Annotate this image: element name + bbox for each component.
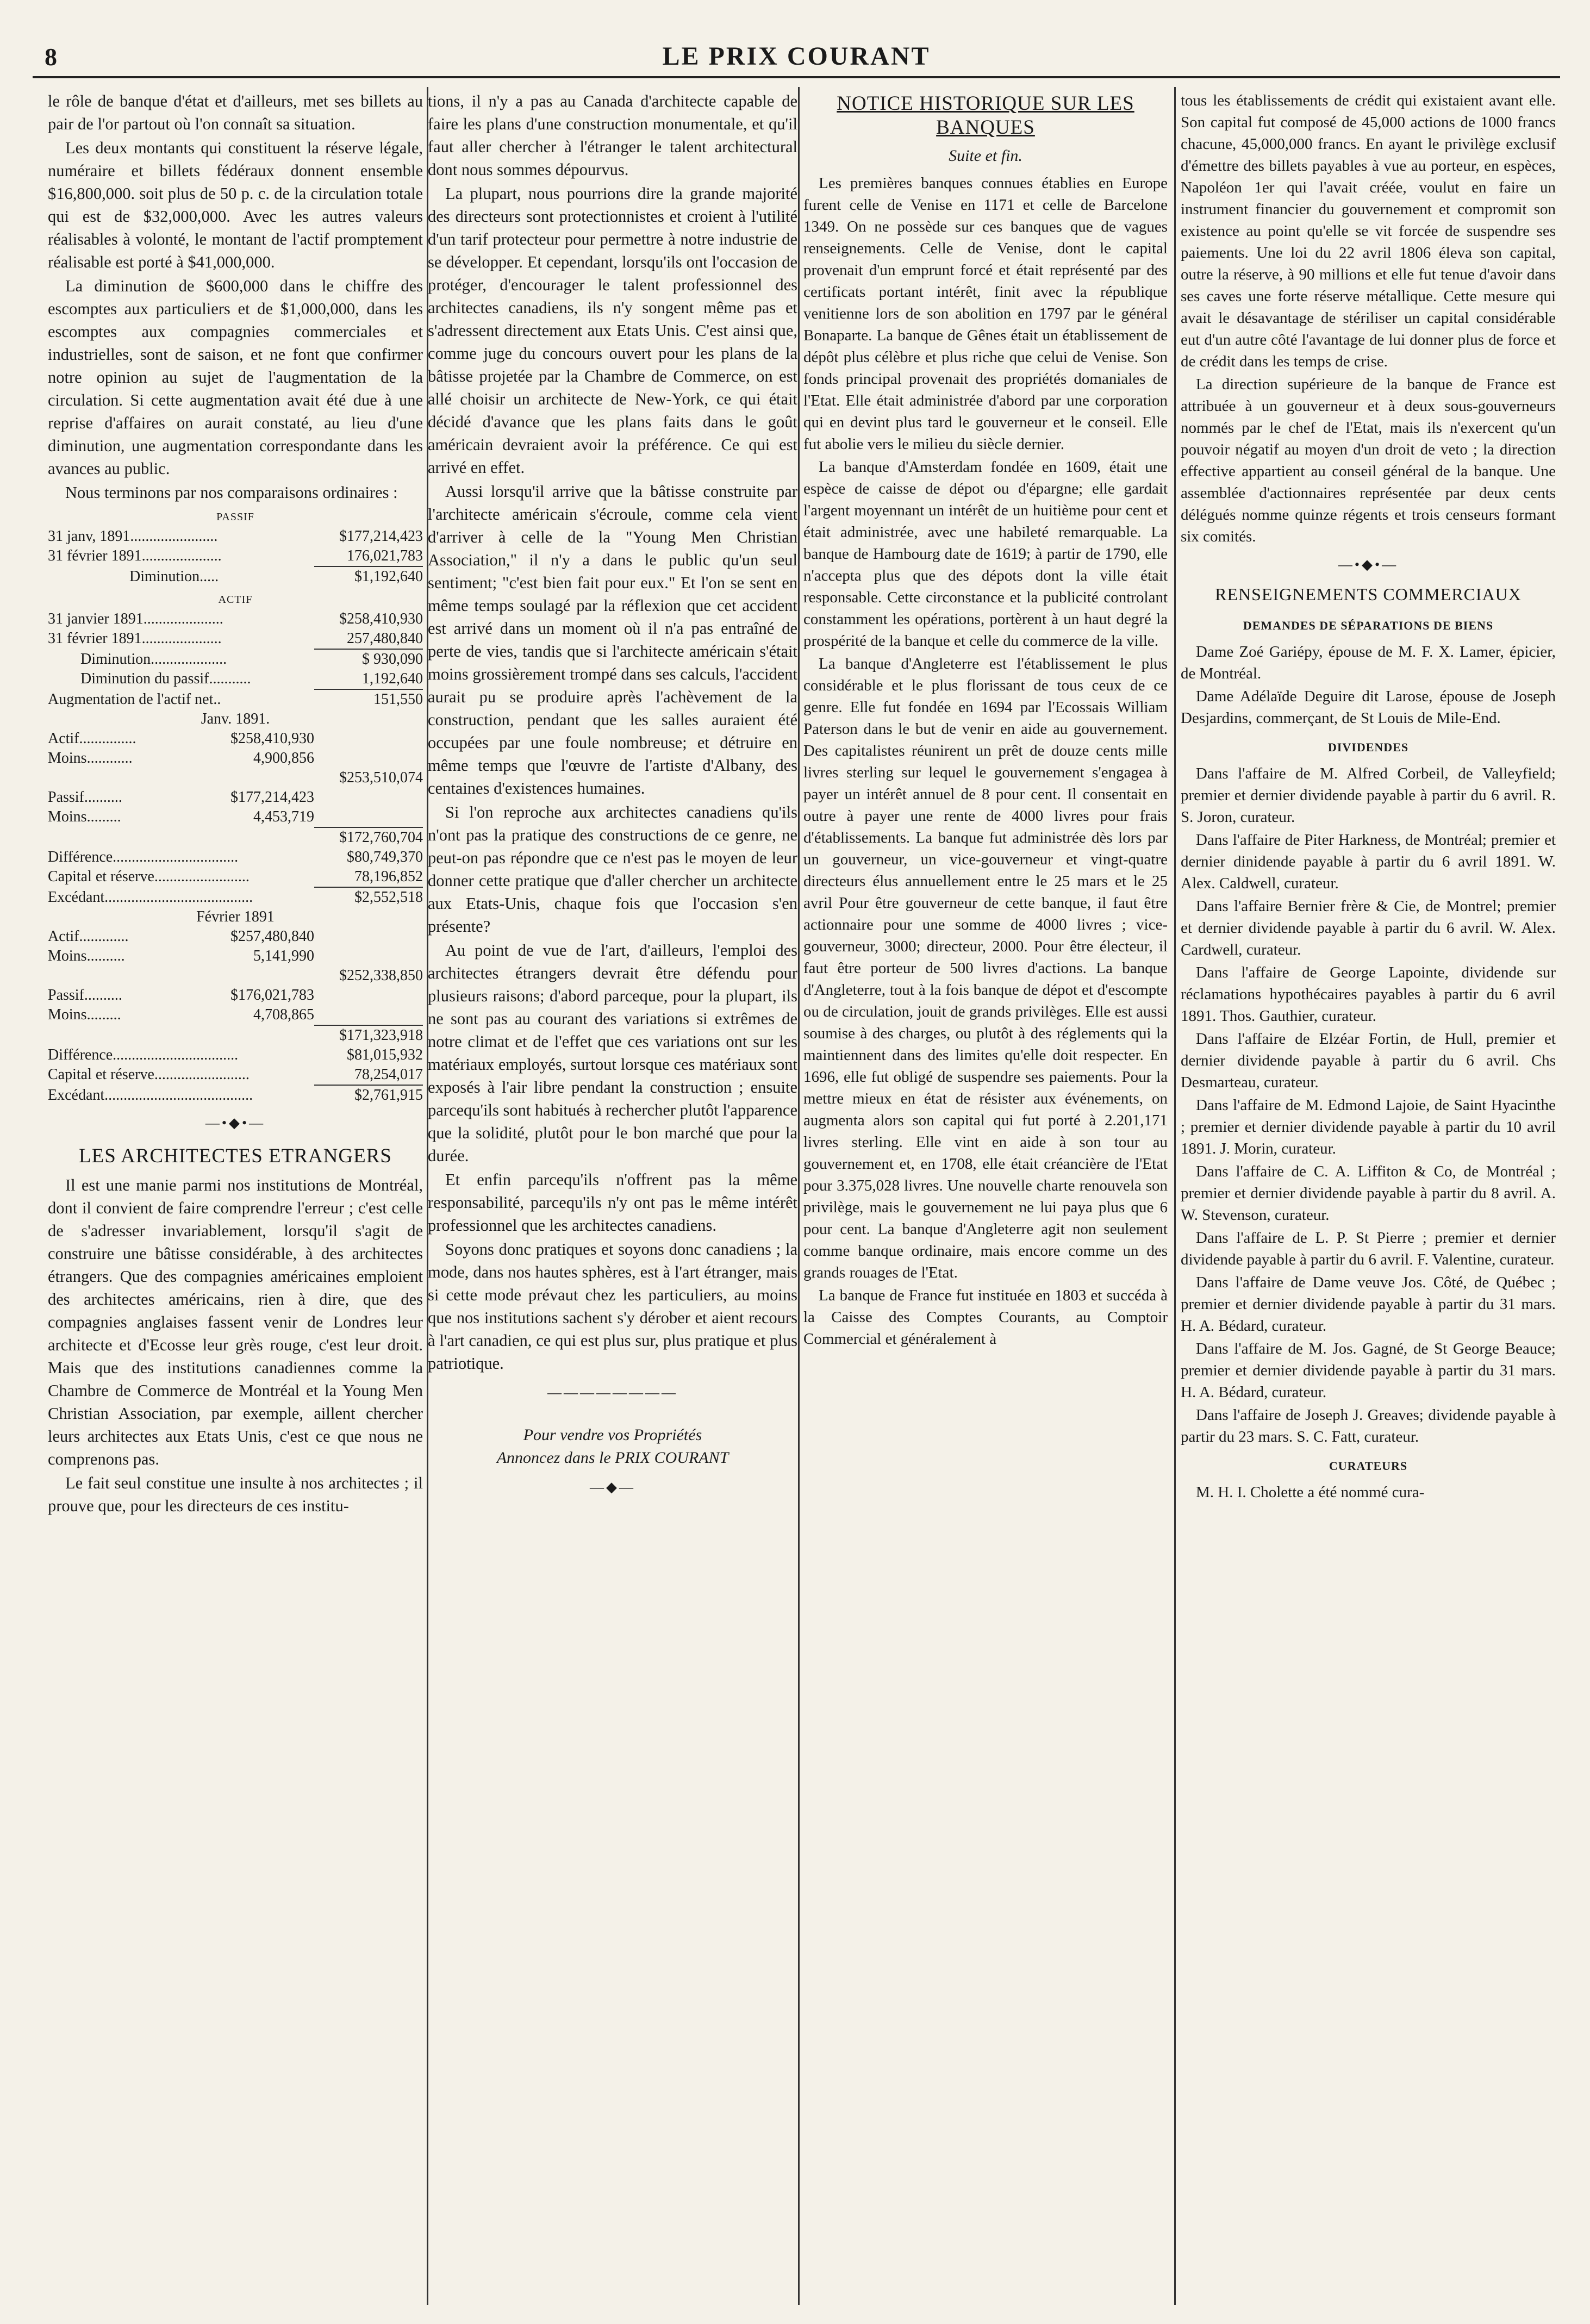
table-row: $252,338,850	[339, 967, 423, 984]
paragraph: La banque d'Angleterre est l'établissement le plus considérable et le plus florissant de tous ceux de ce genre. Elle fut fondée en 1694 par l'Ecossais William Paterson dans le but de venir en aide au gouvernement. Des capitalistes réunirent un prêt de douze cents mille livres sterling sur lequel le gouvernement s'engagea à payer un intérêt annuel de 8 pour cent. Il consentait en outre à payer une rente de 4000 livres pour frais d'établissements. La banque fut administrée dès lors par un gouverneur, un vice-gouverneur et vingt-quatre directeurs élus annuellement entre le 25 mars et le 25 avril Pour être gouverneur de cette banque, il faut être actionnaire pour une somme de 4000 livres ; vice-gouverneur, 3000; directeur, 2000. Pour être électeur, il faut être porteur de 500 livres d'actions. La banque d'Angleterre, tout à la fois banque de dépot et d'escompte ou de circulation, jouit de grands privilèges. Elle est aussi soumise à des charges, ou plutôt à des réglements qui la maintiennent dans des limites qu'elle doit respecter. En 1696, elle fut obligé de suspendre ses paiements. Pour la mettre mieux en état de résister aux événements, on augmenta alors son capital qui fut porté à 2.201,171 livres sterling. Elle vint en aide à son tour au gouvernement et, en 1708, elle était créancière de l'Etat pour 3.375,028 livres. Une nouvelle charte renouvela son privilège, mais le gouvernement ne lui paya plus que 6 pour cent. La banque d'Angleterre agit non seulement comme banque ordinaire, mais encore comme un des grands rouages de l'Etat.	[803, 655, 1168, 1281]
paragraph: Et enfin parcequ'ils n'offrent pas la même responsabilité, parcequ'ils n'y ont pas le même intérêt professionnel que les architectes canadiens.	[428, 1170, 797, 1235]
table-row: 31 février 1891..................... 176,021,783	[48, 547, 423, 564]
column-1	[48, 90, 423, 2310]
ad-line: Annoncez dans le PRIX COURANT	[496, 1449, 729, 1467]
notice-entry: Dame Zoé Gariépy, épouse de M. F. X. Lamer, épicier, de Montréal.	[1181, 643, 1556, 682]
ornament-divider: —•◆•—	[205, 1115, 266, 1131]
article-subtitle: Suite et fin.	[949, 147, 1022, 165]
column-4	[1181, 90, 1556, 2310]
paragraph: tous les établissements de crédit qui existaient avant elle. Son capital fut composé de 45,000 actions de 1000 francs chacune, 45,000,000 francs. En ayant le privilège exclusif d'émettre des billets payables à vue au porteur, en espèces, Napoléon 1er qui l'avait créée, voulut en faire un instrument financier du gouvernement et compromit son existence au point qu'elle se vit forcée de suspendre ses paiements. Une loi du 22 avril 1806 éleva son capital, outre la réserve, à 90 millions et elle fut tenue d'avoir dans ses caves une forte réserve métallique. Cette mesure qui avait le désavantage de stériliser un capital considérable eut d'un autre côté l'avantage de lui donner plus de force et de crédit dans les temps de crise.	[1181, 92, 1556, 370]
notice-entry: Dans l'affaire de Piter Harkness, de Montréal; premier et dernier dinidende payable à partir du 6 avril 1891. W. Alex. Caldwell, curateur.	[1181, 831, 1556, 892]
table-row: Capital et réserve......................... 78,254,017	[48, 1066, 423, 1083]
table-row: Moins......... 4,453,719	[48, 808, 314, 825]
table-row: Diminution du passif........... 1,192,640	[80, 670, 423, 687]
article-title: LES ARCHITECTES ETRANGERS	[79, 1145, 392, 1167]
table-row: 31 janvier 1891..................... $258,410,930	[48, 610, 423, 627]
table-row: Moins......... 4,708,865	[48, 1006, 314, 1023]
notice-entry: Dans l'affaire de George Lapointe, dividende sur réclamations hypothécaires payables à partir du 6 avril 1891. Thos. Gauthier, curateur.	[1181, 964, 1556, 1025]
notice-entry: Dans l'affaire de M. Edmond Lajoie, de Saint Hyacinthe ; premier et dernier dividende payable à partir du 10 avril 1891. J. Morin, curateur.	[1181, 1096, 1556, 1157]
article-title: NOTICE HISTORIQUE SUR LES BANQUES	[837, 92, 1134, 139]
notice-entry: Dans l'affaire de L. P. St Pierre ; premier et dernier dividende payable à partir du 6 avril. F. Valentine, curateur.	[1181, 1229, 1556, 1268]
paragraph: Il est une manie parmi nos institutions de Montréal, dont il convient de faire comprendre l'erreur ; c'est celle de s'adresser invariablement, lorsqu'il s'agit de construire une bâtisse considérable, à des architectes étrangers. Que des compagnies américaines emploient des architectes américains, rien à dire, que des compagnies anglaises fassent venir de Londres leur architecte et d'Ecosse leur grès rouge, c'est leur droit. Mais que des institutions canadiennes comme la Chambre de Commerce de Montréal et la Young Men Christian Association, par exemple, aillent chercher leurs architectes aux Etats Unis, c'est ce que nous ne comprenons pas.	[48, 1176, 423, 1468]
table-heading: ACTIF	[218, 594, 253, 606]
table-row: Actif............. $257,480,840	[48, 928, 314, 945]
ornament-divider: —•◆•—	[1338, 557, 1399, 572]
section-subheading: DIVIDENDES	[1327, 740, 1409, 754]
table-heading: Février 1891	[196, 908, 275, 925]
paragraph: Soyons donc pratiques et soyons donc canadiens ; la mode, dans nos hautes sphères, est à l'art étranger, mais si cette mode prévaut chez les particuliers, au moins que nos institutions sachent s'y dérober et aient recours à l'art canadien, ce qui est plus sur, plus pratique et plus patriotique.	[428, 1240, 797, 1373]
section-subheading: DEMANDES DE SÉPARATIONS DE BIENS	[1243, 619, 1494, 632]
table-row: $253,510,074	[339, 769, 423, 786]
notice-entry: Dans l'affaire Bernier frère & Cie, de Montrel; premier et dernier dividende payable à partir du 6 avril. W. Alex. Cardwell, curateur.	[1181, 898, 1556, 958]
paragraph: Nous terminons par nos comparaisons ordinaires :	[65, 483, 398, 502]
table-row: Capital et réserve......................... 78,196,852	[48, 868, 423, 885]
paragraph: Le fait seul constitue une insulte à nos architectes ; il prouve que, pour les directeurs de ces institu-	[48, 1474, 423, 1515]
table-row: Moins.......... 5,141,990	[48, 948, 314, 964]
column-rule	[1174, 87, 1176, 2305]
paragraph: tions, il n'y a pas au Canada d'architecte capable de faire les plans d'une construction monumentale, et qu'il faut aller chercher à l'étranger le talent architectural dont nous sommes dépourvus.	[428, 92, 797, 179]
table-row: Excédant....................................... $2,761,915	[48, 1087, 423, 1104]
notice-entry: Dans l'affaire de M. Jos. Gagné, de St George Beauce; premier et dernier dividende payable à partir du 31 mars. H. A. Bédard, curateur.	[1181, 1340, 1556, 1401]
paragraph: La plupart, nous pourrions dire la grande majorité des directeurs sont protectionnistes et croient à l'utilité d'un tarif protecteur pour permettre à notre industrie de se développer. Et cependant, lorsqu'ils ont l'occasion de protéger, d'encourager le talent professionnel des architectes canadiens, ils n'y songent même pas et s'adressent directement aux Etats Unis. C'est ainsi que, comme juge du concours ouvert pour les plans de la bâtisse projetée par la Chambre de Commerce, on est allé choisir un architecte de New-York, ce qui était décidé d'avance que les plans faits dans le goût américain devraient avoir la préférence. Ce qui est arrivé en effet.	[428, 184, 797, 477]
section-subheading: CURATEURS	[1329, 1459, 1408, 1473]
table-row: Passif.......... $177,214,423	[48, 789, 314, 806]
ad-line: Pour vendre vos Propriétés	[523, 1426, 702, 1444]
section-title: RENSEIGNEMENTS COMMERCIAUX	[1215, 584, 1522, 604]
table-row: 31 janv, 1891....................... $177,214,423	[48, 528, 423, 545]
notice-entry: Dame Adélaïde Deguire dit Larose, épouse de Joseph Desjardins, commerçant, de St Louis de Mile-End.	[1181, 688, 1556, 727]
page-number: 8	[45, 43, 57, 71]
advertisement	[428, 1424, 797, 1469]
paragraph: La banque d'Amsterdam fondée en 1609, était une espèce de caisse de dépot ou d'épargne; elle gardait l'argent moyennant un intérêt de un huitième pour cent et était administrée, avec une habileté remarquable. La banque de Hambourg date de 1619; à partir de 1790, elle n'accepta plus que des dépots dont la ville était responsable. Cette circonstance et la publicité controlant constamment les opérations, portèrent à un haut degré la prospérité de la banque et celle du commerce de la ville.	[803, 458, 1168, 650]
paragraph: La diminution de $600,000 dans le chiffre des escomptes aux particuliers et de $1,000,000, dans les escomptes aux compagnies commerciales et industrielles, sont de saison, et ne font que confirmer notre opinion au sujet de l'augmentation de la circulation. Si cette augmentation avait été due à une reprise d'affaires on aurait constaté, au lieu d'une diminution, une augmentation correspondante dans les avances au public.	[48, 277, 423, 478]
paragraph: Les premières banques connues établies en Europe furent celle de Venise en 1171 et celle de Barcelone 1349. On ne possède sur ces banques que de vagues renseignements. Celle de Venise, dont le capital provenait d'un emprunt forcé et était représenté par des certificats portant intérêt, finit avec la république venitienne lors de son abolition en 1797 par le général Bonaparte. La banque de Gênes était un établissement de dépôt plus célèbre et plus riche que celui de Venise. Son fonds principal provenait des propriétés domaniales de l'Etat. Elle était administrée d'abord par une corporation qui en devint plus tard le gouverneur et le conseil. Elle fut abolie vers le milieu du siècle dernier.	[803, 175, 1168, 453]
paragraph: Si l'on reproche aux architectes canadiens qu'ils n'ont pas la pratique des constructions de ce genre, ne peut-on pas répondre que ce n'est pas le moyen de leur donner cette pratique que d'aller chercher un architecte aux Etats-Unis, chaque fois que l'occasion s'en présente?	[428, 803, 797, 936]
paragraph: Au point de vue de l'art, d'ailleurs, l'emploi des architectes étrangers devrait être défendu pour plusieurs raisons; d'abord parceque, pour la plupart, ils ne sont pas au courant des variations si extrêmes de notre climat et de l'effet que ces variations ont sur les matériaux employés, surtout lorsque ces matériaux sont exposés à l'air libre pendant la construction ; ensuite parcequ'ils sont habitués à rechercher plutôt l'apparence que la solidité, plutôt pour le bon marché que pour la durée.	[428, 941, 797, 1165]
table-row: Augmentation de l'actif net.. 151,550	[48, 691, 423, 708]
column-rule	[798, 87, 800, 2305]
notice-entry: M. H. I. Cholette a été nommé cura-	[1196, 1484, 1425, 1501]
column-3	[803, 90, 1168, 2310]
notice-entry: Dans l'affaire de Elzéar Fortin, de Hull, premier et dernier dividende payable à partir du 6 avril. Chs Desmarteau, curateur.	[1181, 1030, 1556, 1091]
paragraph: La banque de France fut instituée en 1803 et succéda à la Caisse des Comptes Courants, au Comptoir Commercial et généralement à	[803, 1287, 1168, 1348]
column-2	[420, 90, 797, 2310]
bank-comparison-table	[48, 507, 423, 1105]
notice-entry: Dans l'affaire de M. Alfred Corbeil, de Valleyfield; premier et dernier dividende payable à partir du 6 avril. R. S. Joron, curateur.	[1181, 765, 1556, 826]
notice-entry: Dans l'affaire de Joseph J. Greaves; dividende payable à partir du 23 mars. S. C. Fatt, curateur.	[1181, 1406, 1556, 1446]
notice-entry: Dans l'affaire de C. A. Liffiton & Co, de Montréal ; premier et dernier dividende payable à partir du 8 avril. A. W. Stevenson, curateur.	[1181, 1163, 1556, 1224]
paragraph: Aussi lorsqu'il arrive que la bâtisse construite par l'architecte américain s'écroule, comme cela vient d'arriver à celle de la "Young Men Christian Association," il n'y a dans le public qu'un seul sentiment; "c'est bien fait pour eux." Et l'on se sent en même temps soulagé par la réflexion que cet accident est arrivé dans un moment où il n'a pas entraîné de perte de vies, tandis que si l'architecte américain s'était moins grossièrement trompé dans ses calculs, l'accident aurait pu se produire après l'achèvement de la construction, pendant que les salles auraient été occupées par une foule nombreuse; et détruire en même temps que l'œuvre de l'artiste d'Albany, des centaines d'existences humaines.	[428, 482, 797, 797]
table-row: $172,760,704	[339, 829, 423, 846]
table-row: Différence................................. $80,749,370	[48, 849, 423, 865]
table-row: Diminution..... $1,192,640	[129, 568, 423, 585]
paragraph: le rôle de banque d'état et d'ailleurs, met ses billets au pair de l'or partout où l'on connaît sa situation.	[48, 92, 423, 133]
ornament-divider: —◆—	[590, 1479, 635, 1495]
table-row: Moins............ 4,900,856	[48, 750, 314, 767]
table-row: Excédant....................................... $2,552,518	[48, 889, 423, 906]
table-row: Différence................................. $81,015,932	[48, 1046, 423, 1063]
table-heading: Janv. 1891.	[201, 711, 270, 727]
table-row: Actif............... $258,410,930	[48, 730, 314, 747]
paragraph: La direction supérieure de la banque de France est attribuée à un gouverneur et à deux sous-gouverneurs nommés par le chef de l'Etat, mais ils n'exercent qu'un pouvoir négatif au moyen d'un droit de veto ; la direction effective appartient au conseil général de la banque. Une assemblée d'actionnaires représentée par deux cents délégués nomme quinze régents et trois censeurs formant six comités.	[1181, 376, 1556, 545]
notice-entry: Dans l'affaire de Dame veuve Jos. Côté, de Québec ; premier et dernier dividende payable à partir du 31 mars. H. A. Bédard, curateur.	[1181, 1274, 1556, 1335]
table-row: 31 février 1891..................... 257,480,840	[48, 630, 423, 647]
paragraph: Les deux montants qui constituent la réserve légale, numéraire et billets fédéraux donnent ensemble $16,800,000. soit plus de 50 p. c. de la circulation totale qui est de $32,000,000. Avec les autres valeurs réalisables à volonté, le montant de l'actif promptement réalisable est porté à $41,000,000.	[48, 139, 423, 271]
ornament-divider: ————————	[547, 1385, 678, 1400]
page-header	[33, 38, 1560, 78]
masthead: LE PRIX COURANT	[662, 42, 931, 71]
table-row: Passif.......... $176,021,783	[48, 987, 314, 1004]
table-row: $171,323,918	[339, 1027, 423, 1044]
table-row: Diminution.................... $ 930,090	[80, 651, 423, 668]
table-heading: PASSIF	[216, 511, 254, 523]
